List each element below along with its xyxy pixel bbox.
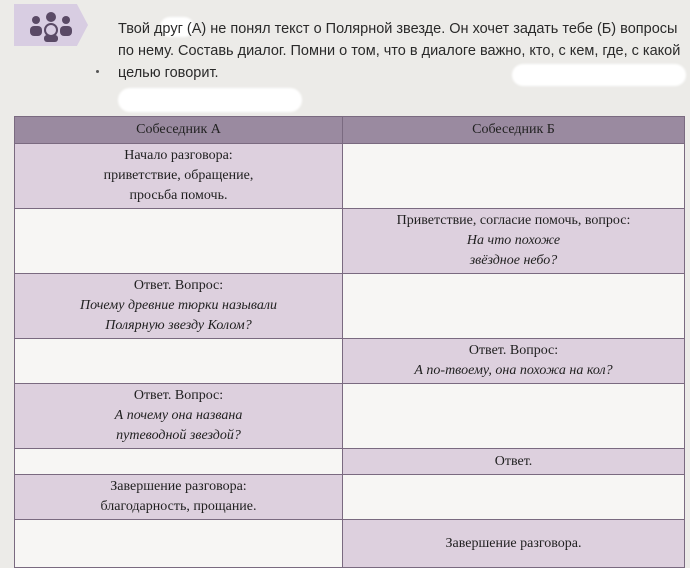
cell-text: Начало разговора: (124, 148, 233, 163)
cell-text: приветствие, обращение, (103, 168, 254, 183)
cell-a-empty[interactable] (15, 520, 343, 568)
table-row (15, 475, 685, 520)
dialogue-table (14, 116, 685, 568)
cell-question: А по-твоему, она похожа на кол? (414, 363, 613, 378)
cell-a-empty[interactable] (15, 209, 343, 274)
cell-text: Ответ. (494, 453, 533, 469)
header-a: Собеседник А (15, 117, 343, 144)
dot (96, 70, 99, 73)
cell-text: Ответ. Вопрос: (133, 388, 224, 403)
icon-tab (14, 4, 88, 46)
cell-question: Полярную звезду Колом? (105, 318, 252, 333)
cell-a (15, 274, 343, 339)
cell-b-empty[interactable] (343, 144, 685, 209)
cell-b (343, 449, 685, 475)
cell-a (15, 475, 343, 520)
table-header-row (15, 117, 685, 144)
cell-question: Почему древние тюрки называли (80, 298, 277, 313)
cell-question: А почему она названа (114, 408, 243, 423)
redacted-text (118, 88, 302, 112)
cell-text: Ответ. Вопрос: (468, 343, 559, 358)
table-row (15, 384, 685, 449)
task-text: Твой друг (А) не понял текст о Полярной звезде. Он хочет задать тебе (Б) вопросы по нему. Составь диалог. Помни о том, что в диалоге важно, кто, с кем, где, с какой целью говорит. (118, 21, 681, 81)
table-row (15, 144, 685, 209)
cell-question: звёздное небо? (469, 253, 558, 268)
cell-text: Ответ. Вопрос: (133, 278, 224, 293)
cell-a-empty[interactable] (15, 449, 343, 475)
cell-a (15, 144, 343, 209)
cell-text: Завершение разговора. (445, 535, 582, 551)
table-row (15, 209, 685, 274)
table-row (15, 520, 685, 568)
table-row (15, 339, 685, 384)
cell-b-empty[interactable] (343, 274, 685, 339)
cell-b (343, 339, 685, 384)
cell-a-empty[interactable] (15, 339, 343, 384)
table-row (15, 274, 685, 339)
cell-question: путеводной звездой? (116, 428, 241, 443)
cell-b-empty[interactable] (343, 384, 685, 449)
cell-text: Приветствие, согласие помочь, вопрос: (396, 213, 631, 228)
dialogue-people-icon (28, 8, 74, 42)
cell-b-empty[interactable] (343, 475, 685, 520)
cell-b (343, 520, 685, 568)
cell-a (15, 384, 343, 449)
cell-text: просьба помочь. (129, 188, 228, 203)
table-row (15, 449, 685, 475)
cell-text: благодарность, прощание. (100, 499, 257, 514)
cell-b (343, 209, 685, 274)
header-b: Собеседник Б (343, 117, 685, 144)
cell-question: На что похоже (466, 233, 561, 248)
cell-text: Завершение разговора: (110, 479, 247, 494)
